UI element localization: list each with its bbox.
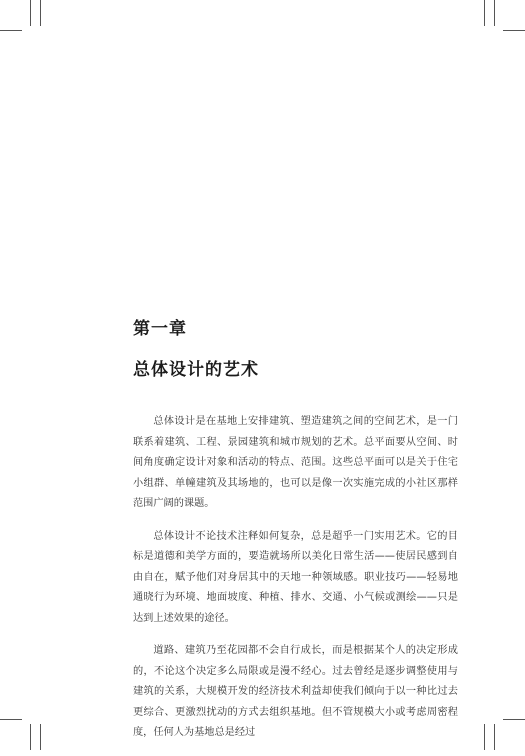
crop-mark — [40, 724, 41, 750]
crop-mark — [484, 0, 485, 26]
body-text — [133, 412, 458, 756]
crop-mark — [30, 0, 31, 26]
paragraph: 总体设计是在基地上安排建筑、塑造建筑之间的空间艺术，是一门联系着建筑、工程、景园建筑和城市规划的艺术。总平面要从空间、时间角度确定设计对象和活动的特点、范围。这些总平面可以是关于住宅小组群、单幢建筑及其场地的，也可以是像一次实施完成的小社区那样范围广阔的课题。 — [133, 416, 458, 509]
crop-mark — [494, 0, 495, 26]
paragraph: 道路、建筑乃至花园都不会自行成长，而是根据某个人的决定形成的，不论这个决定多么局限或是漫不经心。过去曾经是逐步调整使用与建筑的关系，大规模开发的经济技术利益却使我们倾向于以一种比过去更综合、更激烈扰动的方式去组织基地。但不管规模大小或考虑周密程度，任何人为基地总是经过 — [133, 645, 458, 738]
crop-mark — [484, 724, 485, 750]
crop-mark — [494, 724, 495, 750]
crop-mark — [30, 724, 31, 750]
paragraph: 总体设计不论技术注释如何复杂，总是超乎一门实用艺术。它的目标是道德和美学方面的，要造就场所以美化日常生活——使居民感到自由自在，赋予他们对身居其中的天地一种领域感。职业技巧——轻易地通晓行为环境、地面坡度、种植、排水、交通、小气候或测绘——只是达到上述效果的途径。 — [133, 530, 458, 624]
chapter-label: 第一章 — [133, 319, 187, 339]
crop-mark — [503, 30, 525, 31]
crop-mark — [40, 0, 41, 26]
crop-mark — [0, 30, 22, 31]
chapter-title: 总体设计的艺术 — [133, 360, 259, 380]
crop-mark — [0, 719, 22, 720]
crop-mark — [503, 719, 525, 720]
